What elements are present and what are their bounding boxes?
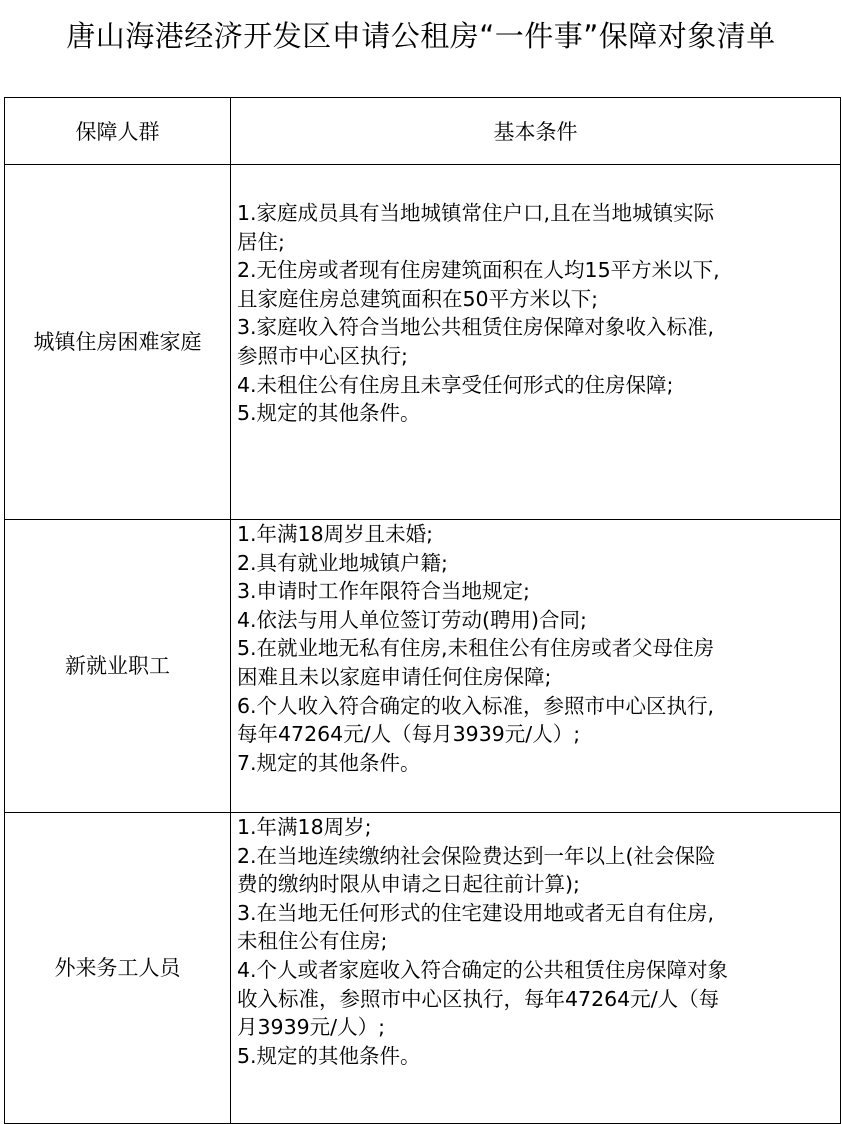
condition-line: 1.家庭成员具有当地城镇常住户口,且在当地城镇实际 — [237, 201, 715, 225]
condition-line: 且家庭住房总建筑面积在50平方米以下; — [237, 286, 598, 311]
condition-line: 困难且未以家庭申请任何住房保障; — [237, 664, 552, 689]
condition-line: 4.依法与用人单位签订劳动(聘用)合同; — [237, 607, 587, 632]
condition-line: 费的缴纳时限从申请之日起往前计算); — [237, 872, 580, 897]
table-row — [5, 165, 841, 520]
conditions-cell — [231, 520, 841, 813]
condition-line: 5.规定的其他条件。 — [237, 1043, 421, 1068]
table-header-row — [5, 98, 841, 165]
condition-line: 未租住公有住房; — [237, 929, 388, 954]
group-label: 外来务工人员 — [5, 813, 231, 1124]
condition-line: 3.在当地无任何形式的住宅建设用地或者无自有住房, — [237, 900, 715, 925]
eligibility-table — [4, 97, 841, 1124]
condition-line: 参照市中心区执行; — [237, 343, 408, 368]
condition-line: 6.个人收入符合确定的收入标准，参照市中心区执行, — [237, 693, 715, 718]
header-conditions: 基本条件 — [231, 98, 841, 165]
condition-line: 月3939元/人）; — [237, 1015, 385, 1040]
condition-line: 3.申请时工作年限符合当地规定; — [237, 579, 530, 604]
group-label: 新就业职工 — [5, 520, 231, 813]
condition-line: 7.规定的其他条件。 — [237, 750, 421, 775]
condition-line: 3.家庭收入符合当地公共租赁住房保障对象收入标准, — [237, 315, 715, 340]
condition-line: 4.个人或者家庭收入符合确定的公共租赁住房保障对象 — [237, 957, 729, 982]
condition-line: 1.年满18周岁; — [237, 815, 372, 839]
table-row — [5, 813, 841, 1124]
condition-line: 2.具有就业地城镇户籍; — [237, 550, 448, 575]
condition-line: 每年47264元/人（每月3939元/人）; — [237, 722, 581, 747]
condition-line: 2.无住房或者现有住房建筑面积在人均15平方米以下, — [237, 258, 720, 283]
condition-line: 2.在当地连续缴纳社会保险费达到一年以上(社会保险 — [237, 843, 716, 868]
condition-line: 4.未租住公有住房且未享受任何形式的住房保障; — [237, 372, 674, 397]
condition-line: 收入标准，参照市中心区执行，每年47264元/人（每 — [237, 986, 720, 1011]
table-row — [5, 520, 841, 813]
condition-line: 5.在就业地无私有住房,未租住公有住房或者父母住房 — [237, 636, 715, 661]
condition-line: 5.规定的其他条件。 — [237, 401, 421, 426]
conditions-cell — [231, 165, 841, 520]
group-label: 城镇住房困难家庭 — [5, 165, 231, 520]
header-group: 保障人群 — [5, 98, 231, 165]
condition-line: 居住; — [237, 229, 285, 254]
condition-line: 1.年满18周岁且未婚; — [237, 522, 434, 546]
conditions-cell — [231, 813, 841, 1124]
page-title: 唐山海港经济开发区申请公租房“一件事”保障对象清单 — [66, 19, 776, 53]
